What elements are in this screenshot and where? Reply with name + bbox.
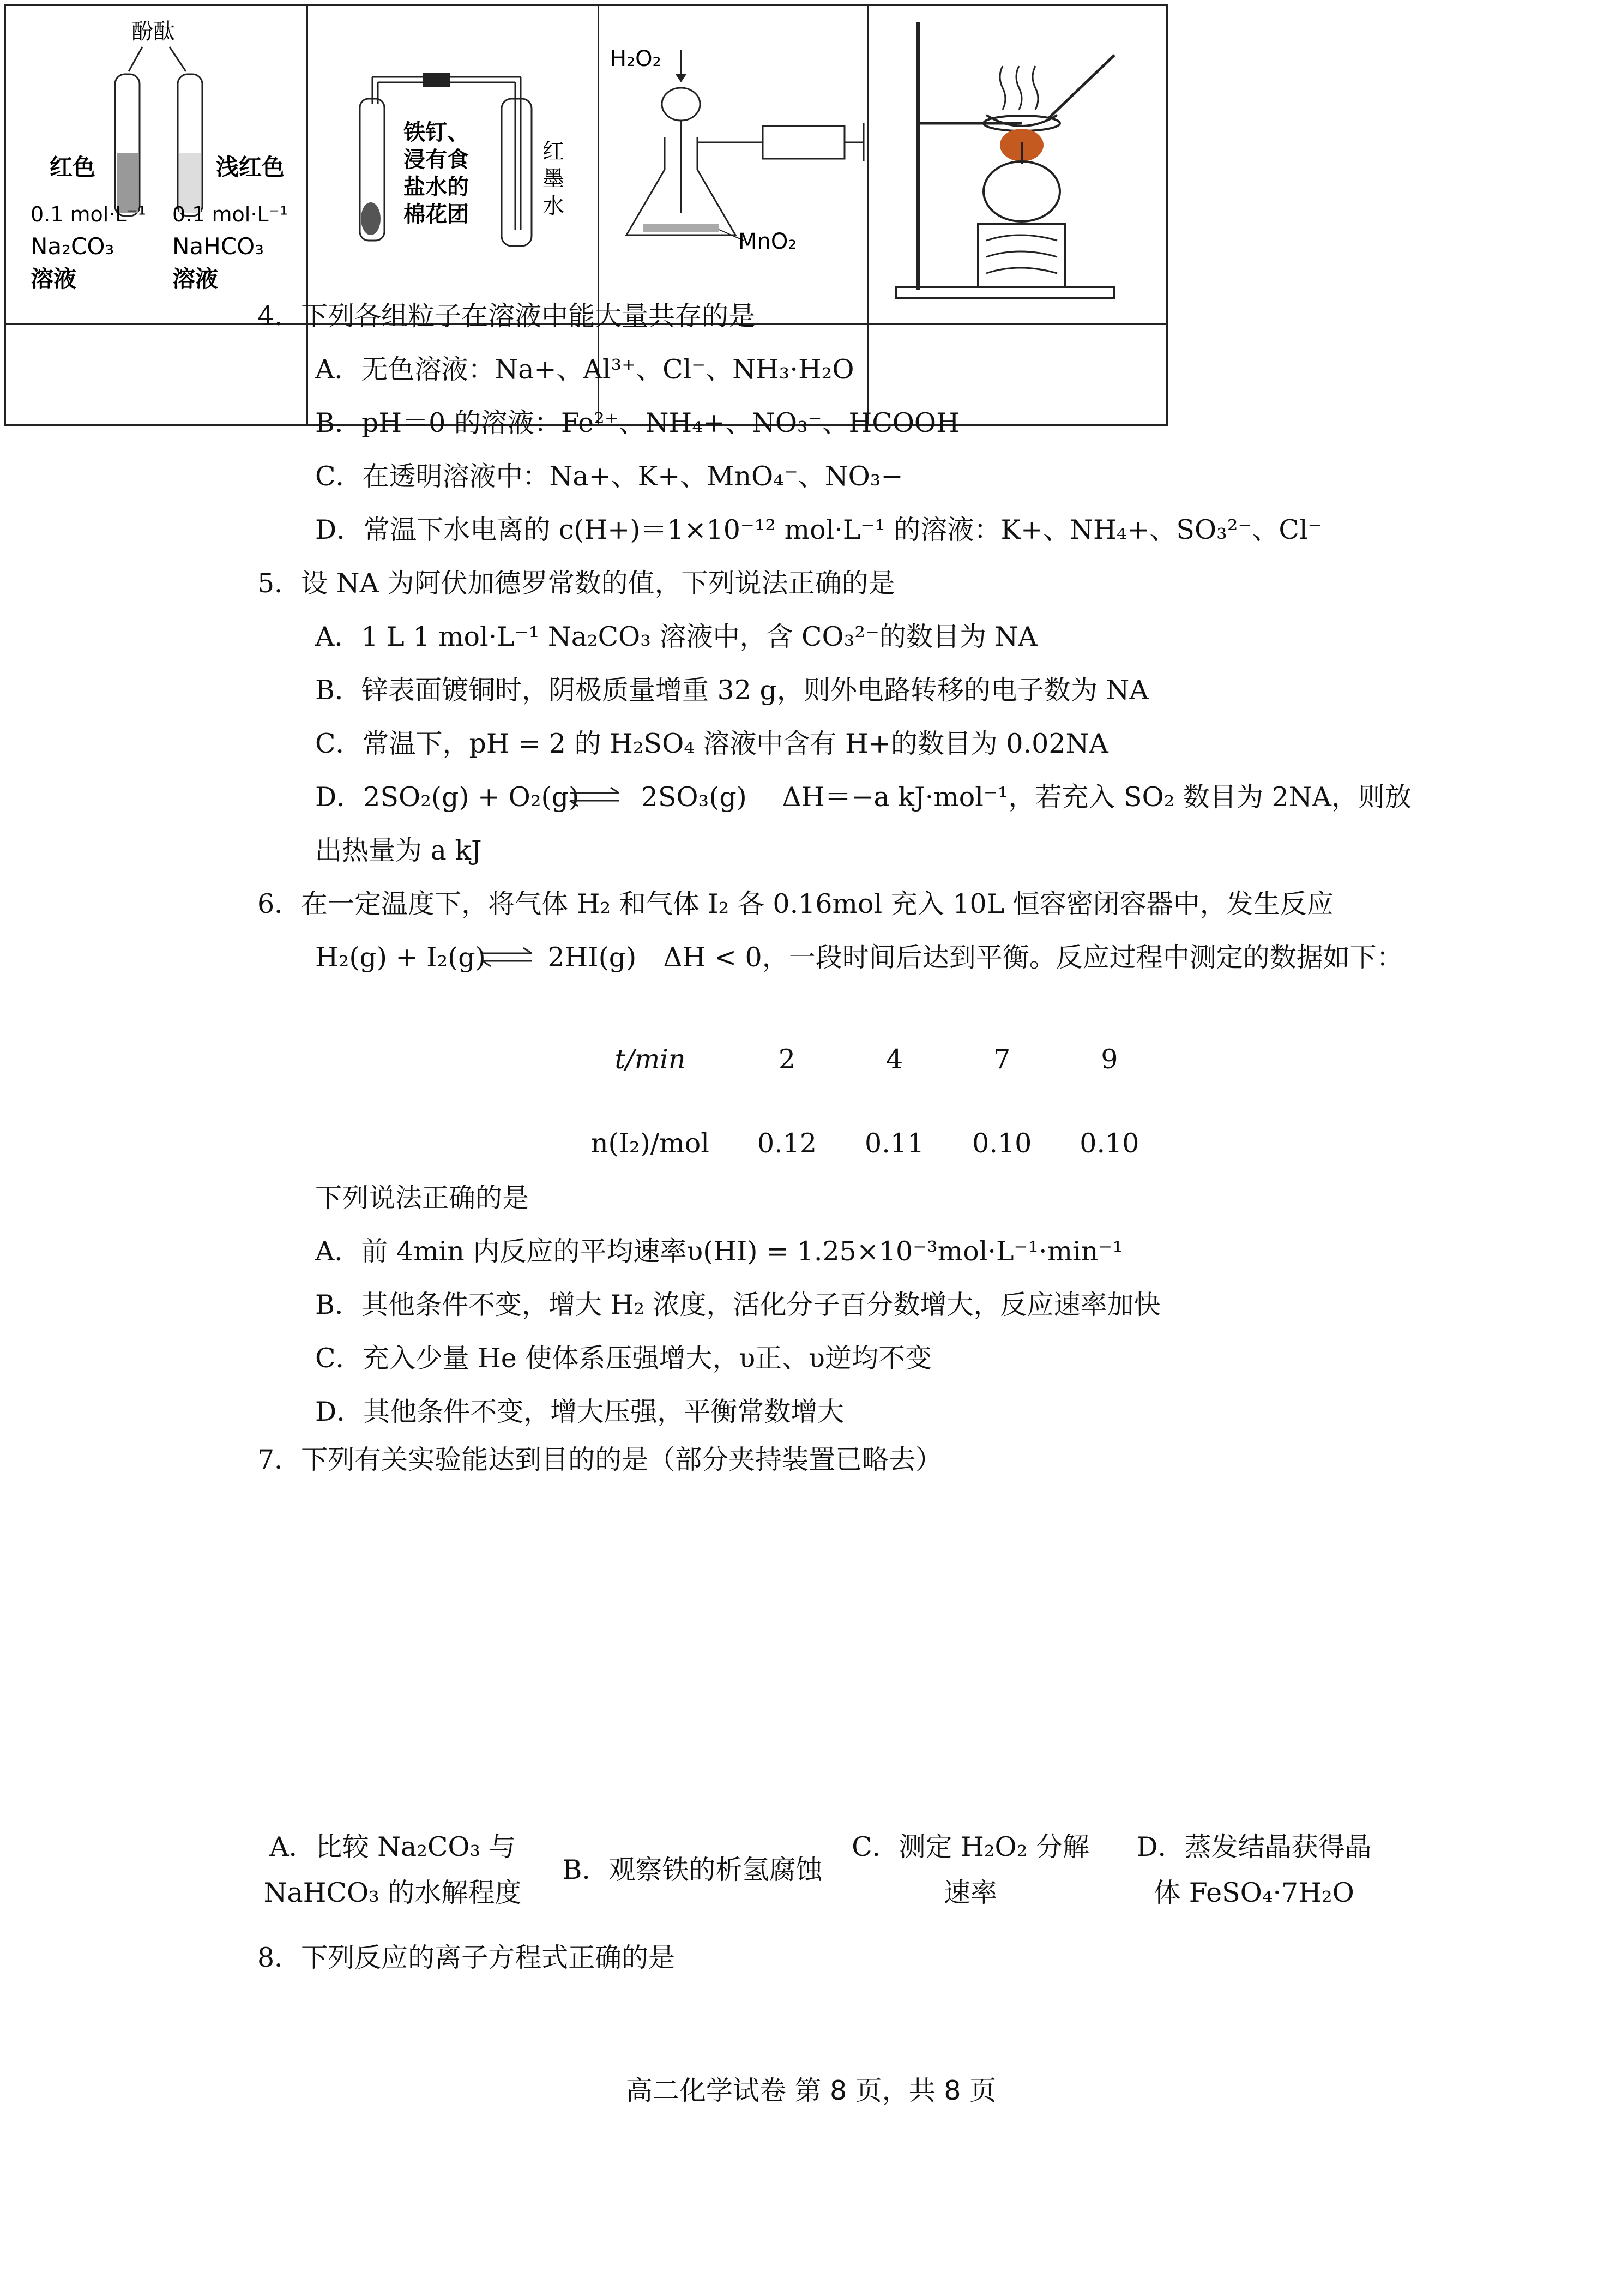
figure-cell-d <box>868 5 1167 324</box>
figure-cell-c <box>599 5 869 324</box>
ink-label-2: 墨 <box>542 166 565 191</box>
q7-caption-d <box>1112 1824 1396 1916</box>
phenolphthalein-label: 酚酞 <box>131 19 175 44</box>
figure-empty-cell-a <box>5 324 307 425</box>
q7-caption-c <box>834 1824 1107 1916</box>
ink-label-3: 水 <box>542 194 565 219</box>
nail-label-1: 铁钉、 <box>403 120 469 145</box>
right-sol-label: 溶液 <box>172 266 219 292</box>
table-row <box>567 1017 1163 1101</box>
left-color-label: 红色 <box>50 154 96 181</box>
q5-option-d-cont: 出热量为 a kJ <box>315 835 482 866</box>
h2o2-decomposition-diagram <box>599 6 869 325</box>
q6-stem-1: 6．在一定温度下，将气体 H₂ 和气体 I₂ 各 0.16mol 充入 10L 恒容密闭容器中，发生反应 <box>257 888 1334 919</box>
table-row-head-moles: n(I₂)/mol <box>591 1127 709 1159</box>
right-salt-label: NaHCO₃ <box>172 233 264 260</box>
table-cell: 0.10 <box>1080 1127 1139 1159</box>
q5-option-a: A．1 L 1 mol·L⁻¹ Na₂CO₃ 溶液中，含 CO₃²⁻的数目为 NA <box>315 621 1038 652</box>
q8-stem: 8．下列反应的离子方程式正确的是 <box>257 1942 676 1973</box>
q4-stem: 4．下列各组粒子在溶液中能大量共存的是 <box>257 300 756 332</box>
q7-caption-a-line1: A．比较 Na₂CO₃ 与 <box>269 1831 516 1862</box>
q5-option-b: B．锌表面镀铜时，阴极质量增重 32 g，则外电路转移的电子数为 NA <box>315 675 1149 706</box>
iron-corrosion-diagram <box>308 6 600 325</box>
q7-caption-c-line2: 速率 <box>943 1877 997 1908</box>
q4-option-d: D．常温下水电离的 c(H+)＝1×10⁻¹² mol·L⁻¹ 的溶液：K+、NH₄+、SO₃²⁻、Cl⁻ <box>315 514 1322 545</box>
q5-option-d: D．2SO₂(g) + O₂(g) 2SO₃(g) ΔH＝−a kJ·mol⁻¹，若充入 SO₂ 数目为 2NA，则放 <box>315 782 1412 813</box>
mno2-label: MnO₂ <box>738 229 797 254</box>
q7-caption-a <box>256 1824 529 1916</box>
q6-option-b: B．其他条件不变，增大 H₂ 浓度，活化分子百分数增大，反应速率加快 <box>315 1289 1161 1320</box>
table-cell: 4 <box>886 1043 903 1075</box>
q7-caption-c-line1: C．测定 H₂O₂ 分解 <box>852 1831 1089 1862</box>
table-row-head-time: t/min <box>614 1043 686 1075</box>
table-cell: 0.11 <box>865 1127 925 1159</box>
q4-option-b: B．pH＝0 的溶液：Fe²⁺、NH₄+、NO₃⁻、HCOOH <box>315 407 960 438</box>
figure-cell-a <box>5 5 307 324</box>
q5-stem: 5．设 NA 为阿伏加德罗常数的值，下列说法正确的是 <box>257 568 895 599</box>
figure-cell-b <box>307 5 599 324</box>
q5-option-c: C．常温下，pH = 2 的 H₂SO₄ 溶液中含有 H+的数目为 0.02NA <box>315 728 1108 759</box>
q4-option-c: C．在透明溶液中：Na+、K+、MnO₄⁻、NO₃− <box>315 461 903 492</box>
q7-caption-b-line1: B．观察铁的析氢腐蚀 <box>562 1854 823 1885</box>
table-cell: 9 <box>1101 1043 1118 1075</box>
right-color-label: 浅红色 <box>216 154 285 181</box>
left-salt-label: Na₂CO₃ <box>31 233 114 260</box>
test-tubes-diagram <box>6 6 309 325</box>
q4-option-a: A．无色溶液：Na+、Al³⁺、Cl⁻、NH₃·H₂O <box>315 354 854 385</box>
table-cell: 2 <box>778 1043 796 1075</box>
table-cell: 0.10 <box>972 1127 1032 1159</box>
table-cell: 0.12 <box>757 1127 817 1159</box>
q7-caption-d-line2: 体 FeSO₄·7H₂O <box>1154 1877 1354 1908</box>
nail-label-3: 盐水的 <box>403 175 469 200</box>
page-footer: 高二化学试卷 第 8 页，共 8 页 <box>625 2075 997 2106</box>
left-sol-label: 溶液 <box>31 266 77 292</box>
nail-label-4: 棉花团 <box>403 202 469 227</box>
left-conc-label: 0.1 mol·L⁻¹ <box>31 202 146 226</box>
q6-option-c: C．充入少量 He 使体系压强增大，υ正、υ逆均不变 <box>315 1343 932 1374</box>
equilibrium-arrow-q6 <box>480 946 534 967</box>
q7-stem: 7．下列有关实验能达到目的的是（部分夹持装置已略去） <box>257 1444 943 1475</box>
table-cell: 7 <box>993 1043 1011 1075</box>
q7-caption-d-line1: D．蒸发结晶获得晶 <box>1136 1831 1372 1862</box>
q7-caption-a-line2: NaHCO₃ 的水解程度 <box>263 1877 522 1908</box>
table-row <box>567 1101 1163 1185</box>
reaction-data-table <box>567 1017 1163 1185</box>
q6-option-d: D．其他条件不变，增大压强，平衡常数增大 <box>315 1396 845 1427</box>
nail-label-2: 浸有食 <box>403 147 469 172</box>
h2o2-label: H₂O₂ <box>610 46 661 71</box>
equilibrium-arrow-q5 <box>567 785 622 807</box>
q6-lead: 下列说法正确的是 <box>315 1182 529 1213</box>
q6-stem-2: H₂(g) + I₂(g) 2HI(g) ΔH < 0，一段时间后达到平衡。反应过程中测定的数据如下： <box>315 942 1403 973</box>
right-conc-label: 0.1 mol·L⁻¹ <box>172 202 288 226</box>
ink-label-1: 红 <box>542 139 565 164</box>
q7-caption-b <box>545 1847 840 1893</box>
q6-option-a: A．前 4min 内反应的平均速率υ(HI) = 1.25×10⁻³mol·L⁻¹·min⁻¹ <box>315 1236 1123 1267</box>
evaporation-diagram <box>869 6 1168 325</box>
